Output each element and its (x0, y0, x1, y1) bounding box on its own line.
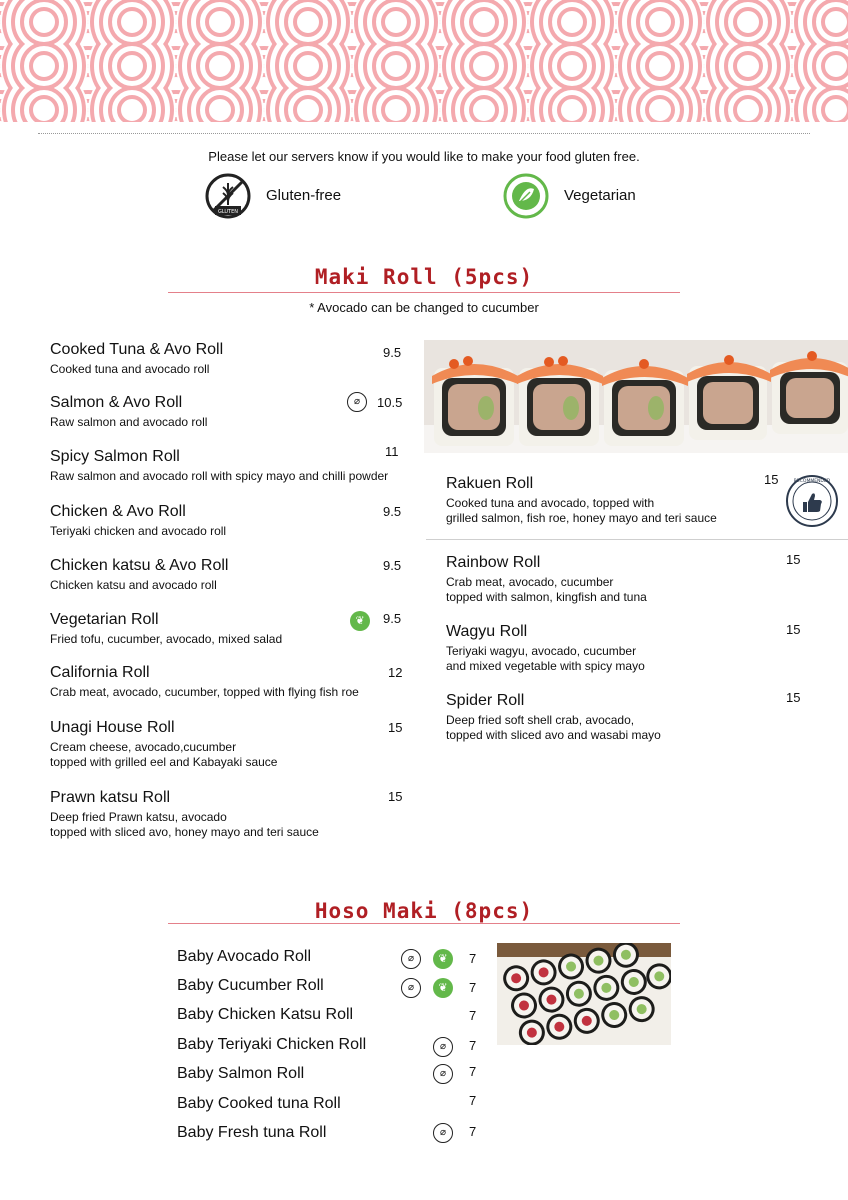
svg-text:GLUTEN: GLUTEN (217, 209, 239, 215)
item-price: 10.5 (377, 395, 403, 410)
item-desc: Cooked tuna and avocado roll (50, 362, 210, 376)
hoso-maki-photo (497, 943, 671, 1045)
item-price: 9.5 (383, 558, 402, 573)
item-name: Rakuen Roll (446, 475, 534, 492)
item-price: 15 (786, 552, 801, 567)
gluten-free-icon: ⌀ (401, 978, 421, 998)
hoso-item-name: Baby Cooked tuna Roll (177, 1095, 341, 1112)
hoso-item-price: 7 (469, 951, 477, 966)
menu-item (446, 691, 661, 743)
item-desc: topped with grilled eel and Kabayaki sauce (50, 755, 278, 769)
menu-item (50, 610, 282, 647)
legend-vegetarian-label: Vegetarian (564, 187, 636, 204)
menu-item (50, 556, 228, 593)
item-price: 9.5 (383, 345, 402, 360)
maki-avocado-note: * Avocado can be changed to cucumber (309, 300, 539, 315)
item-desc: Raw salmon and avocado roll (50, 415, 208, 429)
item-name: Spicy Salmon Roll (50, 448, 180, 465)
item-desc: Cooked tuna and avocado, topped with (446, 496, 655, 510)
item-price: 15 (388, 789, 403, 804)
menu-item (446, 553, 647, 605)
maki-roll-photo (424, 340, 848, 453)
item-name: Vegetarian Roll (50, 611, 159, 628)
item-price: 9.5 (383, 611, 402, 626)
item-desc: Crab meat, avocado, cucumber (446, 575, 614, 589)
item-desc: Cream cheese, avocado,cucumber (50, 740, 237, 754)
item-price: 15 (764, 472, 779, 487)
item-price: 15 (388, 720, 403, 735)
item-price: 9.5 (383, 504, 402, 519)
item-price: 12 (388, 665, 403, 680)
divider-line (426, 539, 848, 540)
gluten-free-notice: Please let our servers know if you would like to make your food gluten free. (208, 149, 640, 164)
item-desc: grilled salmon, fish roe, honey mayo and teri sauce (446, 511, 717, 525)
legend-gluten-free-label: Gluten-free (266, 187, 342, 204)
item-name: Rainbow Roll (446, 554, 541, 571)
recommended-badge-icon (785, 474, 839, 528)
hoso-item-name: Baby Chicken Katsu Roll (177, 1006, 354, 1023)
menu-item (50, 340, 223, 377)
item-desc: Deep fried soft shell crab, avocado, (446, 713, 635, 727)
menu-item (50, 788, 319, 840)
hoso-title-rule (168, 923, 680, 924)
hoso-item-price: 7 (469, 1124, 477, 1139)
item-price: 15 (786, 622, 801, 637)
menu-item (50, 663, 359, 700)
gluten-free-icon: ⌀ (433, 1064, 453, 1084)
hoso-item-price: 7 (469, 1038, 477, 1053)
hoso-section-title: Hoso Maki (8pcs) (314, 899, 534, 923)
item-desc: Crab meat, avocado, cucumber, topped with flying fish roe (50, 685, 359, 699)
vegetarian-icon: ❦ (350, 611, 370, 631)
hoso-item-price: 7 (469, 1064, 477, 1079)
menu-item (446, 622, 645, 674)
vegetarian-icon: ❦ (433, 949, 453, 969)
item-name: Cooked Tuna & Avo Roll (50, 341, 224, 358)
vegetarian-icon (503, 173, 549, 219)
maki-title-rule (168, 292, 680, 293)
item-desc: Chicken katsu and avocado roll (50, 578, 217, 592)
divider-dotted (38, 133, 810, 134)
item-desc: Deep fried Prawn katsu, avocado (50, 810, 227, 824)
menu-item (50, 447, 388, 484)
gluten-free-icon: ⌀ (433, 1123, 453, 1143)
item-name: Chicken & Avo Roll (50, 503, 186, 520)
item-name: California Roll (50, 664, 150, 681)
hoso-item-name: Baby Cucumber Roll (177, 977, 324, 994)
item-name: Wagyu Roll (446, 623, 528, 640)
item-price: 15 (786, 690, 801, 705)
item-name: Salmon & Avo Roll (50, 394, 183, 411)
maki-section-title: Maki Roll (5pcs) (314, 265, 534, 289)
item-desc: Teriyaki wagyu, avocado, cucumber (446, 644, 637, 658)
item-name: Chicken katsu & Avo Roll (50, 557, 229, 574)
menu-item (50, 718, 277, 770)
gluten-free-icon (205, 173, 251, 219)
item-name: Unagi House Roll (50, 719, 175, 736)
item-desc: Teriyaki chicken and avocado roll (50, 524, 227, 538)
gluten-free-icon: ⌀ (347, 392, 367, 412)
hoso-item-name: Baby Fresh tuna Roll (177, 1124, 327, 1141)
item-name: Spider Roll (446, 692, 525, 709)
menu-item (446, 474, 717, 526)
item-name: Prawn katsu Roll (50, 789, 171, 806)
item-desc: topped with sliced avo and wasabi mayo (446, 728, 661, 742)
hoso-item-price: 7 (469, 980, 477, 995)
vegetarian-icon: ❦ (433, 978, 453, 998)
menu-item (50, 502, 226, 539)
menu-item (50, 393, 207, 430)
hoso-item-price: 7 (469, 1008, 477, 1023)
hoso-item-name: Baby Avocado Roll (177, 948, 312, 965)
item-desc: topped with sliced avo, honey mayo and teri sauce (50, 825, 319, 839)
recommended-badge-text: RECOMMENDED (793, 479, 831, 484)
item-desc: Raw salmon and avocado roll with spicy mayo and chilli powder (50, 469, 389, 483)
item-price: 11 (385, 444, 399, 459)
wave-pattern-header (0, 0, 848, 122)
item-desc: Fried tofu, cucumber, avocado, mixed salad (50, 632, 283, 646)
item-desc: and mixed vegetable with spicy mayo (446, 659, 645, 673)
hoso-item-price: 7 (469, 1093, 477, 1108)
gluten-free-icon: ⌀ (401, 949, 421, 969)
hoso-item-name: Baby Salmon Roll (177, 1065, 305, 1082)
item-desc: topped with salmon, kingfish and tuna (446, 590, 647, 604)
gluten-free-icon: ⌀ (433, 1037, 453, 1057)
hoso-item-name: Baby Teriyaki Chicken Roll (177, 1036, 367, 1053)
